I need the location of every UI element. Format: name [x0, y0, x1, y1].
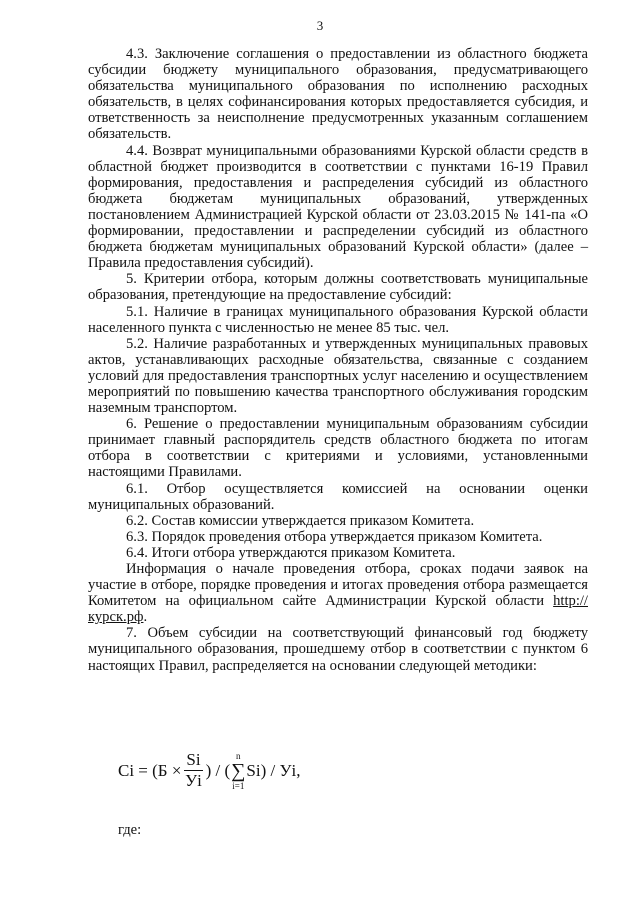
paragraph-5-2: 5.2. Наличие разработанных и утвержденных муниципальных правовых актов, устанавливающих расходные обязательства, связанные с созданием условий для предоставления транспортных услуг населению и осуществлением мероприятий по повышению качества транспортного обслуживания городским наземным транспортом.: [88, 335, 588, 417]
subsidy-formula: [118, 750, 301, 791]
formula-lhs: Ci = (Б ×: [118, 760, 182, 780]
paragraph-6-4: 6.4. Итоги отбора утверждаются приказом Комитета.: [126, 544, 456, 561]
paragraph-5: 5. Критерии отбора, которым должны соответствовать муниципальные образования, претендующие на предоставление субсидий:: [88, 271, 588, 304]
formula-fraction: [184, 750, 202, 791]
paragraph-4-4: 4.4. Возврат муниципальными образованиями Курской области средств в областной бюджет производится в соответствии с пунктами 16-19 Правил формирования, предоставления и распределения субсидий из областного бюджета бюджетам муниципальных образований, утвержденных постановлением Администрацией Курской области от 23.03.2015 № 141-па «О формировании, предоставлении и распределении субсидий из областного бюджета бюджетам муниципальных образований Курской области» (далее – Правила предоставления субсидий).: [88, 142, 588, 272]
paragraph-4-3: 4.3. Заключение соглашения о предоставлении из областного бюджета субсидии бюджету муниципального образования, предусматривающего обязательства муниципального образования по исполнению расходных обязательств, в целях софинансирования которых предоставляется субсидия, и ответственность за неисполнение предусмотренных указанным соглашением обязательств.: [88, 46, 588, 143]
where-label: где:: [118, 822, 142, 838]
page-number: 3: [316, 18, 324, 33]
fraction-numerator: Si: [186, 750, 201, 769]
paragraph-7: 7. Объем субсидии на соответствующий финансовый год бюджету муниципального образования, прошедшему отбор в соответствии с пунктом 6 настоящих Правил, распределяется на основании следующей методики:: [88, 625, 588, 674]
fraction-denominator: Уi: [185, 771, 202, 790]
sum-upper-limit: n: [236, 750, 241, 761]
sum-sign: ∑: [231, 759, 246, 782]
info-after-link: .: [143, 609, 148, 626]
paragraph-6-2: 6.2. Состав комиссии утверждается приказом Комитета.: [126, 512, 475, 529]
formula-middle: ) / (: [205, 760, 231, 780]
formula-rest: Si) / Уi,: [246, 760, 301, 780]
paragraph-6-3: 6.3. Порядок проведения отбора утверждается приказом Комитета.: [126, 528, 543, 545]
info-text: Информация о начале проведения отбора, сроках подачи заявок на участие в отборе, порядке проведения и итогах проведения отбора размещается Комитетом на официальном сайте Администрации Курской области: [88, 561, 588, 610]
document-body: [88, 46, 588, 674]
info-paragraph: [88, 561, 588, 625]
paragraph-6: 6. Решение о предоставлении муниципальным образованиям субсидии принимает главный распорядитель средств областного бюджета по итогам отбора в соответствии с критериями и условиями, установленными настоящими Правилами.: [88, 416, 588, 481]
sum-lower-limit: i=1: [232, 780, 245, 791]
paragraph-6-1: 6.1. Отбор осуществляется комиссией на основании оценки муниципальных образований.: [88, 480, 588, 513]
website-link[interactable]: http://курск.рф: [88, 593, 588, 626]
summation: [231, 751, 245, 791]
paragraph-5-1: 5.1. Наличие в границах муниципального образования Курской области населенного пункта с численностью не менее 85 тыс. чел.: [88, 303, 588, 336]
